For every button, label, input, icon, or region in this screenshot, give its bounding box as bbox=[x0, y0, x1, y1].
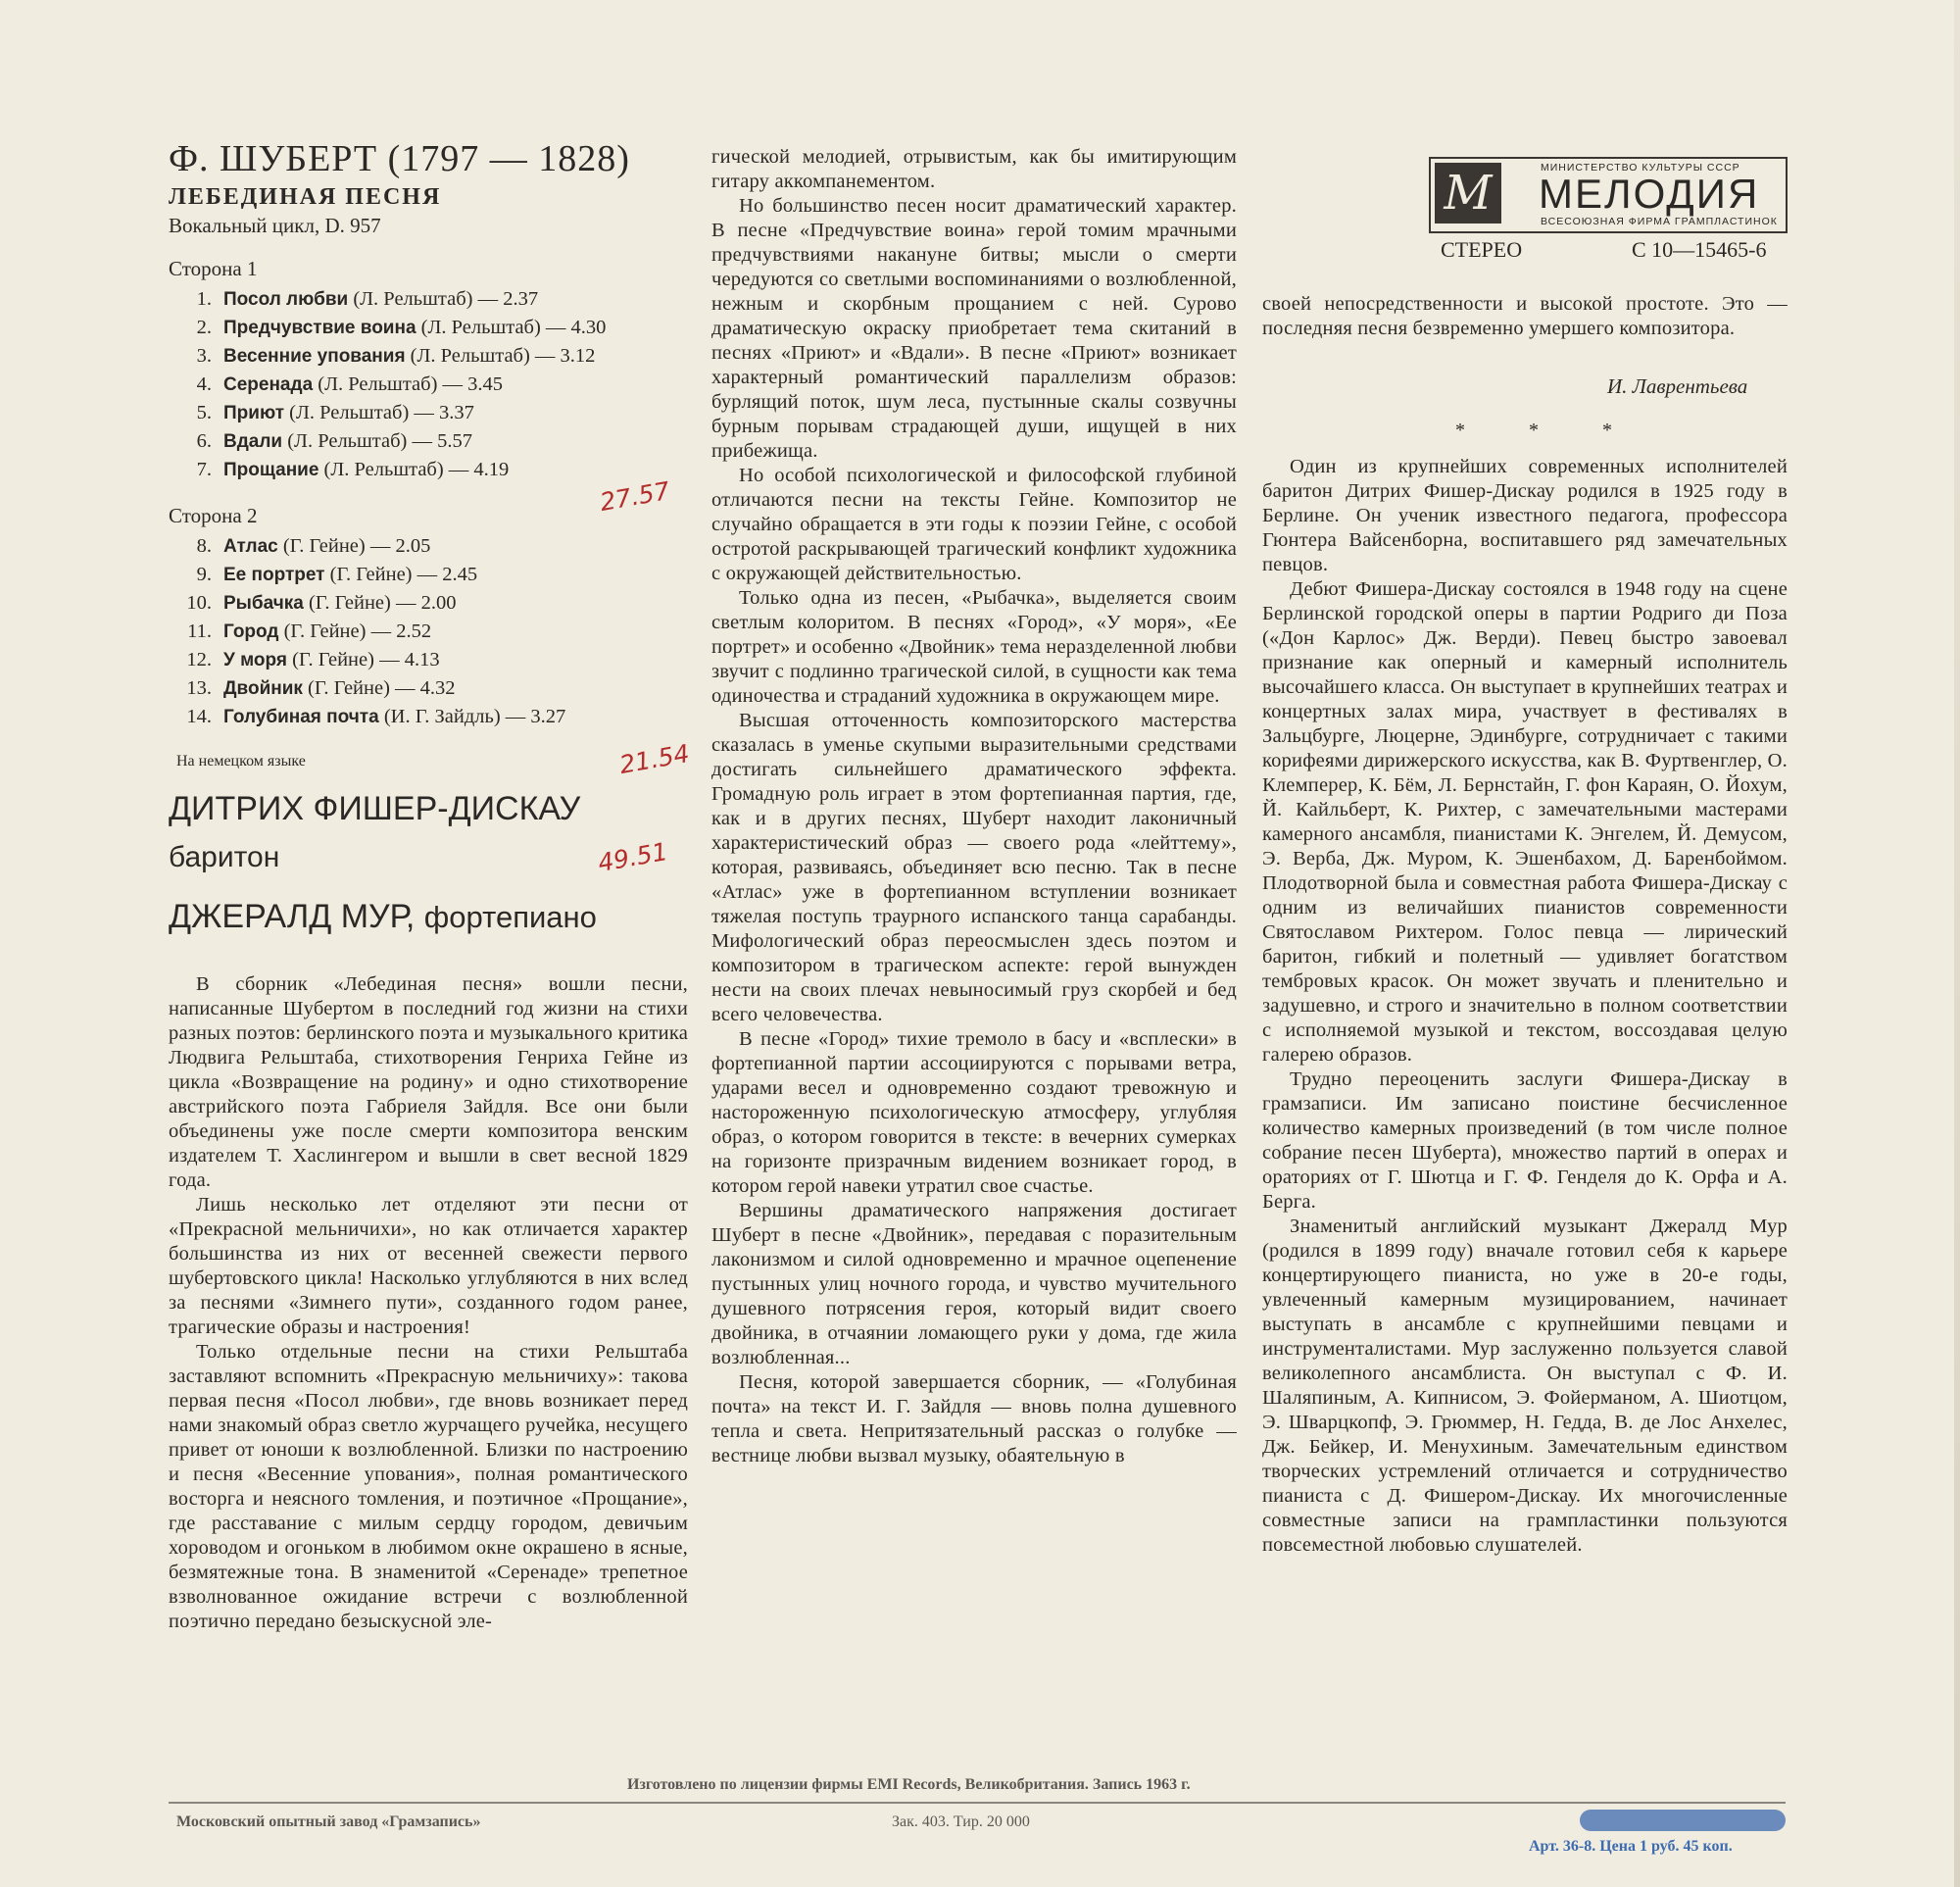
author-signature: И. Лаврентьева bbox=[1607, 374, 1748, 398]
logo-firm: ВСЕСОЮЗНАЯ ФИРМА ГРАМПЛАСТИНОК bbox=[1541, 216, 1778, 227]
track-item: 10. Рыбачка (Г. Гейне) — 2.00 bbox=[186, 592, 457, 614]
composer-title: Ф. ШУБЕРТ (1797 — 1828) bbox=[169, 138, 630, 179]
language-note: На немецком языке bbox=[176, 753, 306, 770]
track-item: 1. Посол любви (Л. Рельштаб) — 2.37 bbox=[196, 288, 539, 310]
notes-column-3 bbox=[1262, 455, 1788, 1558]
track-item: 9. Ее портрет (Г. Гейне) — 2.45 bbox=[196, 564, 478, 585]
stereo-label: СТЕРЕО bbox=[1441, 237, 1523, 262]
notes-column-3-intro bbox=[1262, 292, 1788, 341]
track-item: 13. Двойник (Г. Гейне) — 4.32 bbox=[186, 677, 456, 699]
notes-paragraph: Вершины драматического напряжения достигает Шуберт в песне «Двойник», передавая с поразительным лаконизмом и силой одновременно и мрачное оцепенение пустынных улиц ночного города, и чувство мучительного душевного потрясения героя, который видит своего двойника, в отчаянии ломающего руки у дома, где жила возлюбленная... bbox=[711, 1200, 1237, 1368]
track-item: 2. Предчувствие воина (Л. Рельштаб) — 4.30 bbox=[196, 317, 607, 338]
section-divider: * * * bbox=[1455, 420, 1642, 441]
catalog-number: С 10—15465-6 bbox=[1632, 237, 1767, 262]
track-item: 12. У моря (Г. Гейне) — 4.13 bbox=[186, 649, 440, 670]
notes-paragraph: Но особой психологической и философской глубиной отличаются песни на тексты Гейне. Композитор не случайно обращается в эти годы к поэзии Гейне, с особой остротой раскрывающей трагический конфликт художника с окружающей действительностью. bbox=[711, 465, 1237, 584]
handwritten-grand-total: 49.51 bbox=[596, 837, 670, 877]
notes-paragraph: Только отдельные песни на стихи Рельштаба заставляют вспомнить «Прекрасную мельничиху»: такова первая песня «Посол любви», где вновь возникает перед нами знакомый образ светло журчащего ручейка, несущего привет от юноши к возлюбленной. Близки по настроению и песня «Весенние упования», полная романтического восторга и неясного томления, и поэтичное «Прощание», где расставание с милым сердцу городом, девичьим хороводом и огоньком в любимом окне окрашено в ясные, безмятежные тона. В знаменитой «Серенаде» трепетное взволнованное ожидание встречи с возлюбленной поэтично передано безыскусной эле- bbox=[169, 1341, 688, 1632]
side1-heading: Сторона 1 bbox=[169, 257, 258, 280]
notes-paragraph: Песня, которой завершается сборник, — «Голубиная почта» на текст И. Г. Зайдля — вновь полна душевного тепла и света. Непритязательный рассказ о голубке — вестнице любви вызвал музыку, обаятельную в bbox=[711, 1371, 1237, 1466]
license-note: Изготовлено по лицензии фирмы EMI Records, Великобритания. Запись 1963 г. bbox=[627, 1776, 1191, 1793]
notes-column-2 bbox=[711, 145, 1237, 1468]
notes-paragraph: Знаменитый английский музыкант Джералд Мур (родился в 1899 году) вначале готовил себя к карьере концертирующего пианиста, но уже в 20-е годы, увлеченный камерным музицированием, начинает выступать в ансамбле с крупнейшими певцами и инструменталистами. Мур заслуженно пользуется славой великолепного ансамблиста. Он выступал с Ф. И. Шаляпиным, А. Кипнисом, Э. Фойерманом, А. Шиотцом, Э. Шварцкопф, Э. Грюммер, Н. Гедда, В. де Лос Анхелес, Дж. Бейкер, И. Менухиным. Замечательным единством творческих устремлений отличается и сотрудничество пианиста с Д. Фишером-Дискау. Их многочисленные совместные записи на грампластинки пользуются повсеместной любовью слушателей. bbox=[1262, 1216, 1788, 1556]
track-item: 4. Серенада (Л. Рельштаб) — 3.45 bbox=[196, 373, 504, 395]
notes-paragraph: своей непосредственности и высокой простоте. Это — последняя песня безвременно умершего композитора. bbox=[1262, 293, 1788, 339]
notes-paragraph: Один из крупнейших современных исполнителей баритон Дитрих Фишер-Дискау родился в 1925 году в Берлине. Он ученик известного педагога, профессора Гюнтера Вайсенборна, воспитавшего ряд замечательных певцов. bbox=[1262, 456, 1788, 575]
notes-paragraph: В песне «Город» тихие тремоло в басу и «всплески» в фортепианной партии ассоциируются с порывами ветра, ударами весел и одновременно создают тревожную и настороженную психологическую атмосферу, углубляя образ, о котором говорится в тексте: в вечерних сумерках на горизонте призрачным видением возникает город, в котором герой навеки утратил свое счастье. bbox=[711, 1028, 1237, 1197]
logo-ministry: МИНИСТЕРСТВО КУЛЬТУРЫ СССР bbox=[1541, 162, 1740, 174]
order-number: Зак. 403. Тир. 20 000 bbox=[892, 1813, 1030, 1830]
notes-paragraph: Только одна из песен, «Рыбачка», выделяется своим светлым колоритом. В песнях «Город», «У моря», «Ее портрет» и особенно «Двойник» тема неразделенной любви звучит с подлинно трагической силой, в сущности как тема одиночества и страданий художника в окружающем мире. bbox=[711, 587, 1237, 707]
track-item: 5. Приют (Л. Рельштаб) — 3.37 bbox=[196, 402, 474, 423]
notes-paragraph: Высшая отточенность композиторского мастерства сказалась в уменье скупыми выразительными средствами достигать сильнейшего драматического эффекта. Громадную роль играет в этом фортепианная партия, где, как и в других песнях, Шуберт находит лаконичный характеристический образ — своего рода «лейттему», которая, развиваясь, объединяет всю песню. Так в песне «Атлас» уже в фортепианном вступлении возникает тяжелая поступь траурного испанского танца сарабанды. Мифологический образ переосмыслен здесь поэтом и композитором в трагическом аспекте: герой вынужден нести на своих плечах невыносимый груз скорбей и бед всего человечества. bbox=[711, 710, 1237, 1025]
pianist-name: ДЖЕРАЛД МУР, bbox=[169, 898, 416, 935]
footer-divider bbox=[169, 1802, 1786, 1804]
cycle-title: ЛЕБЕДИНАЯ ПЕСНЯ bbox=[169, 184, 442, 210]
notes-column-1 bbox=[169, 972, 688, 1634]
page-edge bbox=[1954, 0, 1960, 1887]
handwritten-side1-total: 27.57 bbox=[598, 476, 672, 517]
ink-stamp bbox=[1580, 1810, 1786, 1831]
melodiya-logo bbox=[1429, 157, 1788, 233]
singer-name: ДИТРИХ ФИШЕР-ДИСКАУ bbox=[169, 790, 581, 827]
pianist-line bbox=[169, 898, 597, 936]
track-item: 11. Город (Г. Гейне) — 2.52 bbox=[187, 621, 432, 642]
notes-paragraph: гической мелодией, отрывистым, как бы имитирующим гитару аккомпанементом. bbox=[711, 146, 1237, 192]
notes-paragraph: Но большинство песен носит драматический характер. В песне «Предчувствие воина» герой томим мрачными предчувствиями накануне битвы; мысли о смерти чередуются со светлыми воспоминаниями о возлюбленной, нежным и скорбным прощанием с ней. Сурово драматическую окраску приобретает тема скитаний в песнях «Приют» и «Вдали». В песне «Приют» возникает характерный романтический параллелизм образов: бурлящий поток, шум леса, пустынные скалы созвучны бурным порывам страдающей души, ищущей в них прибежища. bbox=[711, 195, 1237, 462]
notes-paragraph: В сборник «Лебединая песня» вошли песни, написанные Шубертом в последний год жизни на стихи разных поэтов: берлинского поэта и музыкального критика Людвига Рельштаба, стихотворения Генриха Гейне из цикла «Возвращение на родину» и одно стихотворение австрийского поэта Габриеля Зайдля. Все они были объединены уже после смерти композитора венским издателем Т. Хаслингером и вышли в свет весной 1829 года. bbox=[169, 973, 688, 1191]
side2-heading: Сторона 2 bbox=[169, 504, 258, 527]
side1-tracklist bbox=[169, 288, 606, 487]
notes-paragraph: Трудно переоценить заслуги Фишера-Дискау в грамзаписи. Им записано поистине бесчисленное количество камерных произведений (в том числе полное собрание песен Шуберта), множество партий в операх и ораториях от Г. Шютца и Г. Ф. Генделя до К. Орфа и А. Берга. bbox=[1262, 1068, 1788, 1213]
cycle-subtitle: Вокальный цикл, D. 957 bbox=[169, 214, 381, 237]
notes-paragraph: Лишь несколько лет отделяют эти песни от «Прекрасной мельничихи», но как отличается характер большинства из них от весенней свежести первого шубертовского цикла! Насколько углубляются в них вслед за песнями «Зимнего пути», созданного годом ранее, трагические образы и настроения! bbox=[169, 1194, 688, 1338]
plant-name: Московский опытный завод «Грамзапись» bbox=[176, 1813, 481, 1830]
track-item: 6. Вдали (Л. Рельштаб) — 5.57 bbox=[196, 430, 472, 452]
handwritten-side2-total: 21.54 bbox=[617, 739, 692, 779]
singer-voice: баритон bbox=[169, 841, 280, 873]
notes-paragraph: Дебют Фишера-Дискау состоялся в 1948 году на сцене Берлинской городской оперы в партии Родриго ди Поза («Дон Карлос» Дж. Верди). Певец быстро завоевал признание как оперный и камерный исполнитель высочайшего класса. Он выступает в крупнейших театрах и концертных залах мира, участвует в фестивалях в Зальцбурге, Люцерне, Эдинбурге, сотрудничает с такими корифеями дирижерского искусства, как В. Фуртвенглер, О. Клемперер, К. Бём, Л. Бернстайн, Г. фон Караян, О. Йохум, Й. Кайльберт, К. Рихтер, с замечательными мастерами камерного ансамбля, пианистами К. Энгелем, Й. Демусом, Э. Верба, Дж. Муром, К. Эшенбахом, Д. Баренбоймом. Плодотворной была и совместная работа Фишера-Дискау с одним из величайших пианистов современности Святославом Рихтером. Голос певца — лирический баритон, гибкий и полетный — удивляет богатством тембровых красок. Он может звучать и пленительно и задушевно, и строго и значительно в полном соответствии с исполняемой музыкой и текстом, воссоздавая целую галерею образов. bbox=[1262, 578, 1788, 1066]
track-item: 14. Голубиная почта (И. Г. Зайдль) — 3.27 bbox=[186, 706, 566, 727]
side2-tracklist bbox=[169, 535, 565, 734]
pianist-instrument: фортепиано bbox=[423, 900, 597, 934]
melodiya-emblem-icon: M bbox=[1435, 163, 1501, 223]
logo-brand: МЕЛОДИЯ bbox=[1539, 171, 1760, 217]
price-stamp: Арт. 36-8. Цена 1 руб. 45 коп. bbox=[1529, 1838, 1733, 1855]
track-item: 7. Прощание (Л. Рельштаб) — 4.19 bbox=[196, 459, 510, 480]
track-item: 8. Атлас (Г. Гейне) — 2.05 bbox=[196, 535, 431, 557]
track-item: 3. Весенние упования (Л. Рельштаб) — 3.12 bbox=[196, 345, 596, 367]
